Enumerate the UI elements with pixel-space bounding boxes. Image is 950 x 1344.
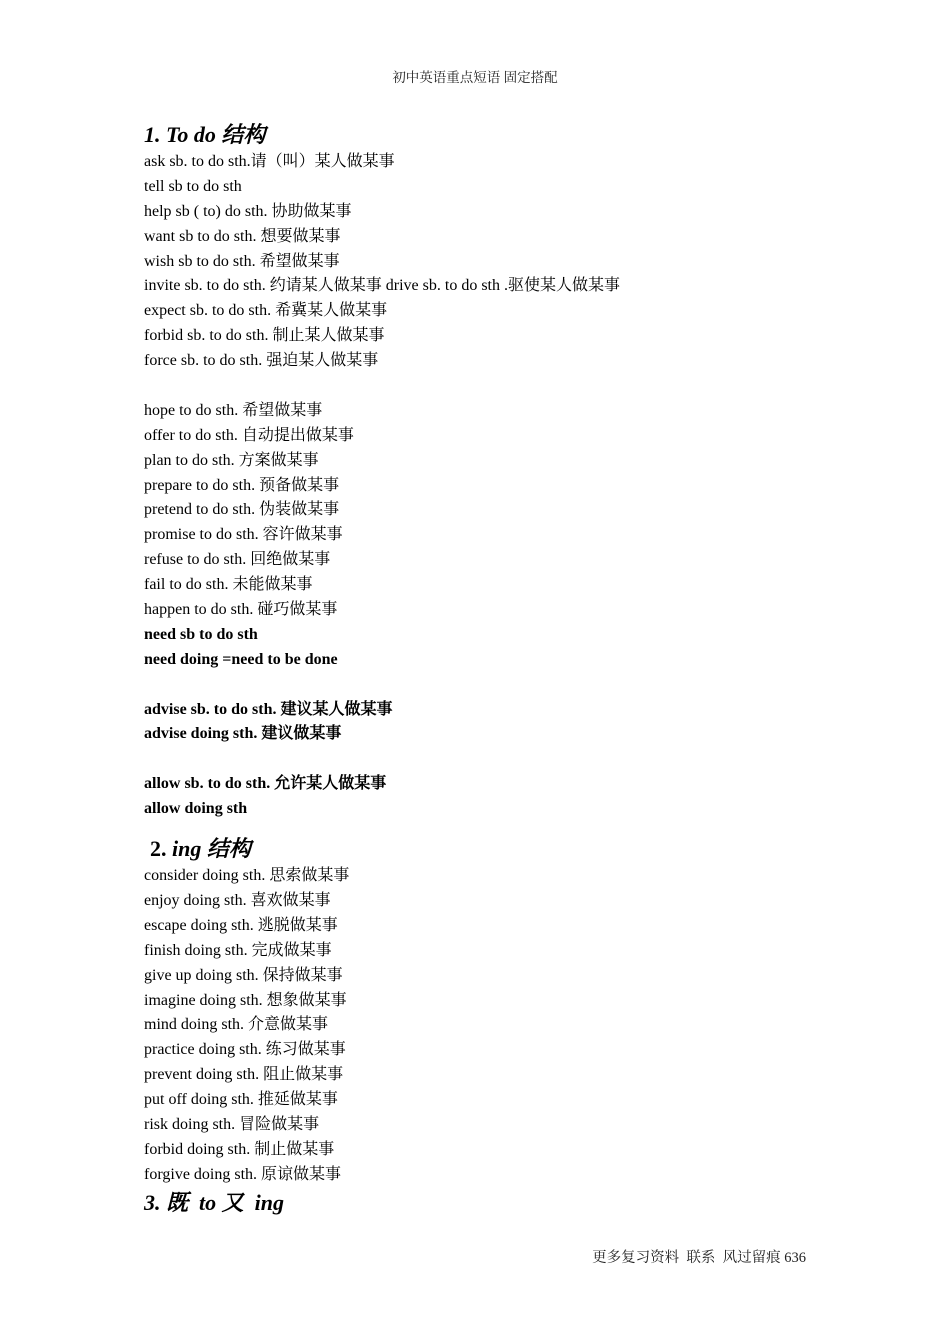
phrase-line: give up doing sth. 保持做某事 [144, 966, 343, 984]
phrase-line: escape doing sth. 逃脱做某事 [144, 916, 338, 934]
phrase-line: prevent doing sth. 阻止做某事 [144, 1066, 344, 1084]
document-body [144, 120, 864, 1218]
allow-group [144, 772, 864, 822]
spacer [144, 374, 864, 399]
phrase-line: refuse to do sth. 回绝做某事 [144, 551, 331, 569]
phrase-line-bold: advise sb. to do sth. 建议某人做某事 [144, 700, 393, 718]
phrase-line: wish sb to do sth. 希望做某事 [144, 252, 340, 270]
page-footer: 更多复习资料 联系 风过留痕 636 [592, 1250, 806, 1266]
phrase-line: put off doing sth. 推延做某事 [144, 1091, 338, 1109]
phrase-line: finish doing sth. 完成做某事 [144, 941, 332, 959]
phrase-line: happen to do sth. 碰巧做某事 [144, 601, 338, 619]
section-1-title: To do 结构 [166, 122, 266, 147]
phrase-line: invite sb. to do sth. 约请某人做某事 drive sb. to do sth .驱使某人做某事 [144, 277, 621, 295]
phrase-line: want sb to do sth. 想要做某事 [144, 227, 341, 245]
phrase-line: plan to do sth. 方案做某事 [144, 451, 319, 469]
phrase-line: force sb. to do sth. 强迫某人做某事 [144, 352, 379, 370]
phrase-line: hope to do sth. 希望做某事 [144, 401, 323, 419]
phrase-line: prepare to do sth. 预备做某事 [144, 476, 340, 494]
phrase-line-bold: allow doing sth [144, 800, 248, 818]
phrase-line: offer to do sth. 自动提出做某事 [144, 426, 354, 444]
phrase-line: pretend to do sth. 伪装做某事 [144, 501, 340, 519]
spacer [144, 673, 864, 698]
section-1-number: 1. [144, 122, 161, 147]
section-2-title: ing 结构 [172, 836, 251, 862]
phrase-line-bold: advise doing sth. 建议做某事 [144, 725, 342, 743]
spacer [144, 822, 864, 834]
phrase-line: forgive doing sth. 原谅做某事 [144, 1165, 342, 1183]
phrase-line: help sb ( to) do sth. 协助做某事 [144, 202, 352, 220]
phrase-line: forbid sb. to do sth. 制止某人做某事 [144, 327, 385, 345]
phrase-line: expect sb. to do sth. 希冀某人做某事 [144, 302, 388, 320]
phrase-line: imagine doing sth. 想象做某事 [144, 991, 347, 1009]
phrase-line: enjoy doing sth. 喜欢做某事 [144, 891, 331, 909]
to-do-group-with-object [144, 150, 864, 374]
page-header: 初中英语重点短语 固定搭配 [392, 70, 558, 85]
phrase-line: ask sb. to do sth.请（叫）某人做某事 [144, 153, 395, 170]
phrase-line: promise to do sth. 容许做某事 [144, 526, 343, 544]
phrase-line-bold: allow sb. to do sth. 允许某人做某事 [144, 775, 387, 793]
to-do-group-verbs [144, 399, 864, 673]
phrase-line: fail to do sth. 未能做某事 [144, 576, 313, 594]
phrase-line: forbid doing sth. 制止做某事 [144, 1140, 335, 1158]
phrase-line-bold: need doing =need to be done [144, 650, 338, 668]
section-1-heading [144, 120, 864, 150]
spacer [144, 747, 864, 772]
phrase-line: mind doing sth. 介意做某事 [144, 1016, 329, 1034]
phrase-line: practice doing sth. 练习做某事 [144, 1041, 346, 1059]
section-2-heading [144, 834, 864, 864]
phrase-line: tell sb to do sth [144, 177, 242, 195]
phrase-line-bold: need sb to do sth [144, 625, 258, 643]
advise-group [144, 698, 864, 748]
section-2-number: 2. [150, 836, 167, 862]
ing-group [144, 864, 864, 1188]
phrase-line: consider doing sth. 思索做某事 [144, 867, 350, 885]
section-3-heading: 3. 既 to 又 ing [144, 1189, 284, 1215]
phrase-line: risk doing sth. 冒险做某事 [144, 1115, 320, 1133]
